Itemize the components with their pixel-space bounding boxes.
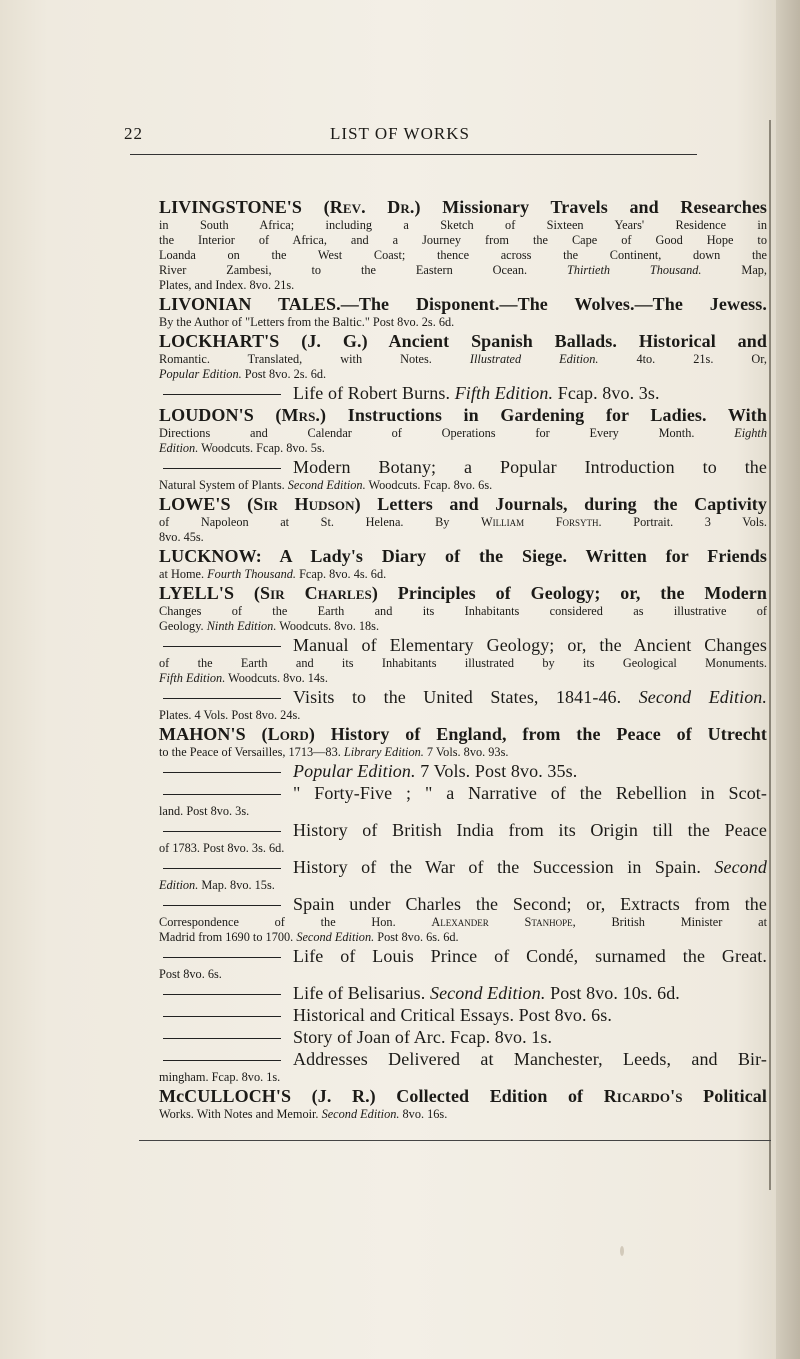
paper-blemish (620, 1246, 624, 1256)
ditto-rule (163, 957, 281, 958)
catalogue-entry: Modern Botany; a Popular Introduction to the Natural System of Plants. Second Edition. Woodcuts. Fcap. 8vo. 6s. (159, 457, 767, 492)
ditto-rule (163, 1038, 281, 1039)
ditto-rule (163, 1060, 281, 1061)
catalogue-entry: McCULLOCH'S (J. R.) Collected Edition of Ricardo's Political Works. With Notes and Memoir. Second Edition. 8vo. 16s. (159, 1086, 767, 1121)
catalogue-entry: Spain under Charles the Second; or, Extracts from the Correspondence of the Hon. Alexander Stanhope, British Minister at Madrid from 1690 to 1700. Second Edition. Post 8vo. 6s. 6d. (159, 894, 767, 944)
ditto-rule (163, 468, 281, 469)
header-rule (130, 154, 697, 155)
bottom-rule (139, 1140, 771, 1141)
catalogue-entry: History of the War of the Succession in Spain. Second Edition. Map. 8vo. 15s. (159, 857, 767, 892)
catalogue-entry: Popular Edition. 7 Vols. Post 8vo. 35s. (159, 760, 767, 782)
catalogue-entry: Visits to the United States, 1841-46. Second Edition. Plates. 4 Vols. Post 8vo. 24s. (159, 687, 767, 722)
catalogue-entry: LOCKHART'S (J. G.) Ancient Spanish Ballads. Historical and Romantic. Translated, with Notes. Illustrated Edition. 4to. 21s. Or, Popular Edition. Post 8vo. 2s. 6d. (159, 331, 767, 381)
catalogue-entry: LIVINGSTONE'S (Rev. Dr.) Missionary Travels and Researches in South Africa; including a Sketch of Sixteen Years' Residence in the Interior of Africa, and a Journey from the Cape of Good Hope to Loanda on the West Coast; thence across the Continent, down the River Zambesi, to the Eastern Ocean. Thirtieth Thousand. Map, Plates, and Index. 8vo. 21s. (159, 197, 768, 292)
entry-heading: LIVINGSTONE'S (Rev. Dr.) Missionary Travels and Researches (159, 197, 768, 217)
catalogue-entry: Life of Louis Prince of Condé, surnamed the Great. Post 8vo. 6s. (159, 946, 767, 981)
ditto-rule (163, 772, 281, 773)
ditto-rule (163, 394, 281, 395)
ditto-rule (163, 831, 281, 832)
catalogue-entry: LUCKNOW: A Lady's Diary of the Siege. Written for Friends at Home. Fourth Thousand. Fcap. 8vo. 4s. 6d. (159, 546, 767, 581)
catalogue-entry: Life of Robert Burns. Fifth Edition. Fcap. 8vo. 3s. (159, 382, 767, 404)
catalogue-entry: Historical and Critical Essays. Post 8vo. 6s. (159, 1004, 767, 1026)
ditto-rule (163, 646, 281, 647)
ditto-rule (163, 1016, 281, 1017)
catalogue-entry: Story of Joan of Arc. Fcap. 8vo. 1s. (159, 1026, 767, 1048)
ditto-rule (163, 905, 281, 906)
catalogue-entries (159, 196, 767, 1122)
page-number: 22 (124, 124, 143, 143)
catalogue-entry: LOUDON'S (Mrs.) Instructions in Gardening for Ladies. With Directions and Calendar of Operations for Every Month. Eighth Edition. Woodcuts. Fcap. 8vo. 5s. (159, 405, 767, 455)
catalogue-entry: " Forty-Five ; " a Narrative of the Rebellion in Scot- land. Post 8vo. 3s. (159, 783, 767, 818)
catalogue-entry: LIVONIAN TALES.—The Disponent.—The Wolves.—The Jewess. By the Author of "Letters from the Baltic." Post 8vo. 2s. 6d. (159, 294, 767, 329)
page-edge-shadow (776, 0, 800, 1359)
page-margin-rule (769, 120, 771, 1190)
page-header (0, 118, 800, 148)
ditto-rule (163, 698, 281, 699)
catalogue-entry: MAHON'S (Lord) History of England, from the Peace of Utrecht to the Peace of Versailles, 1713—83. Library Edition. 7 Vols. 8vo. 93s. (159, 724, 767, 759)
running-head: LIST OF WORKS (330, 124, 470, 143)
catalogue-entry: LOWE'S (Sir Hudson) Letters and Journals, during the Captivity of Napoleon at St. Helena. By William Forsyth. Portrait. 3 Vols. 8vo. 45s. (159, 494, 768, 544)
ditto-rule (163, 794, 281, 795)
ditto-rule (163, 994, 281, 995)
catalogue-entry: LYELL'S (Sir Charles) Principles of Geology; or, the Modern Changes of the Earth and its Inhabitants considered as illustrative of Geology. Ninth Edition. Woodcuts. 8vo. 18s. (159, 583, 767, 633)
ditto-rule (163, 868, 281, 869)
catalogue-entry: Addresses Delivered at Manchester, Leeds, and Bir- mingham. Fcap. 8vo. 1s. (159, 1049, 767, 1084)
catalogue-entry: History of British India from its Origin till the Peace of 1783. Post 8vo. 3s. 6d. (159, 820, 767, 855)
catalogue-entry: Manual of Elementary Geology; or, the Ancient Changes of the Earth and its Inhabitants illustrated by its Geological Monuments. Fifth Edition. Woodcuts. 8vo. 14s. (159, 635, 767, 685)
catalogue-entry: Life of Belisarius. Second Edition. Post 8vo. 10s. 6d. (159, 982, 767, 1004)
